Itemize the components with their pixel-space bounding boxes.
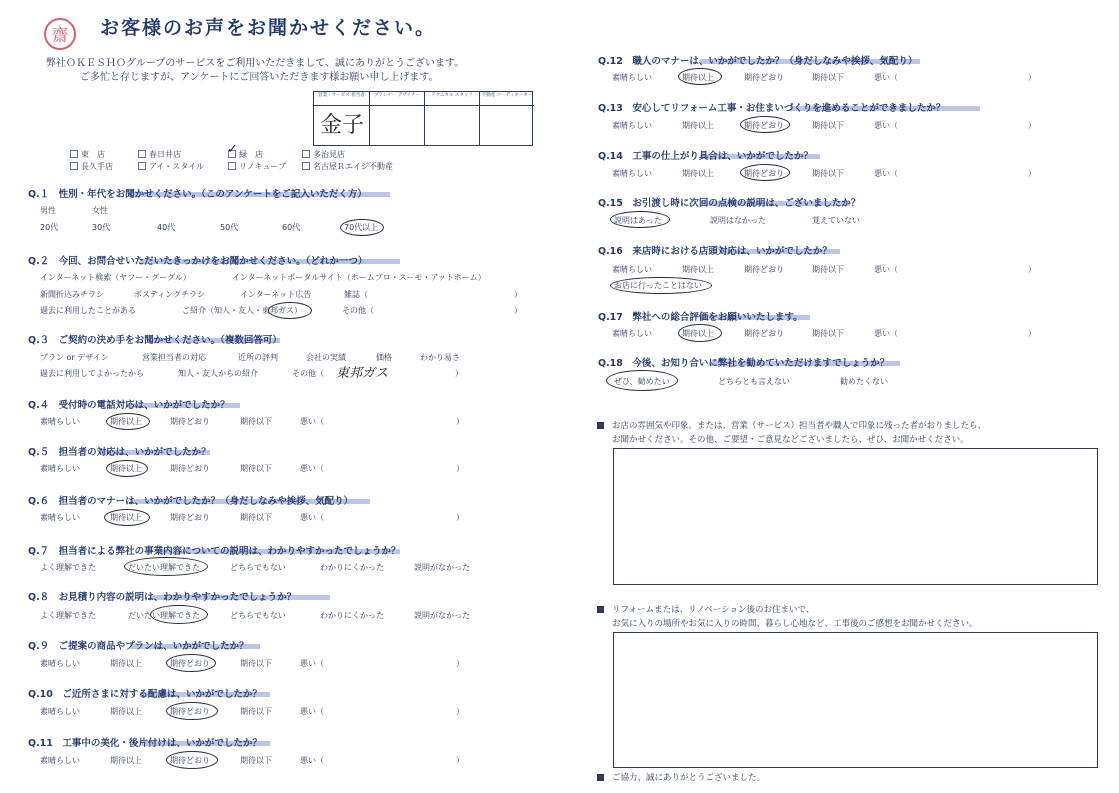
option[interactable]: 悪い（: [300, 659, 324, 668]
paren-close: ）: [456, 417, 464, 426]
option[interactable]: 40代: [157, 223, 176, 232]
option[interactable]: 期待以下: [812, 329, 844, 338]
paren-close: ）: [456, 707, 464, 716]
option[interactable]: ご紹介（知人・友人・東邦ガス）: [182, 306, 302, 315]
option[interactable]: 期待以下: [240, 659, 272, 668]
staff-handwriting: 金子: [320, 113, 365, 138]
option-selected[interactable]: お店に行ったことはない: [614, 281, 702, 290]
seal-stamp: 齋: [44, 18, 76, 50]
option-selected[interactable]: 期待以上: [110, 464, 142, 473]
question-title: Q.１ 性別・年代をお聞かせください。（このアンケートをご記入いただく方）: [28, 189, 367, 200]
question-title: Q.17 弊社への総合評価をお願いいたします。: [598, 312, 803, 323]
store-label: 長久手店: [81, 162, 113, 171]
option[interactable]: 素晴らしい: [612, 169, 652, 178]
comment-prompt-2b: お気に入りの場所やお気に入りの時間、暮らし心地など、工事後のご感想をお聞かせください。: [612, 619, 978, 629]
option[interactable]: 雑誌（: [344, 290, 368, 299]
option[interactable]: 過去に利用したことがある: [40, 306, 136, 315]
option[interactable]: 期待どおり: [744, 329, 784, 338]
option[interactable]: 悪い（: [874, 169, 898, 178]
selection-circle: [740, 116, 790, 133]
option-selected[interactable]: 期待以上: [682, 73, 714, 82]
selection-circle: [124, 557, 208, 576]
option-selected[interactable]: 期待以上: [110, 417, 142, 426]
selection-circle: [678, 324, 722, 342]
option[interactable]: 期待どおり: [170, 417, 210, 426]
option[interactable]: 素晴らしい: [40, 659, 80, 668]
option[interactable]: わかりにくかった: [320, 611, 384, 620]
store-label: 名古屋Ｒエイジ不動産: [313, 162, 393, 171]
option[interactable]: 期待どおり: [744, 73, 784, 82]
option[interactable]: 期待以上: [110, 659, 142, 668]
question-title: Q.10 ご近所さまに対する配慮は、いかがでしたか？: [28, 689, 262, 700]
selection-circle: [106, 413, 150, 430]
option[interactable]: 期待以上: [682, 169, 714, 178]
staff-col-realestate[interactable]: [479, 92, 534, 145]
option[interactable]: その他（: [292, 369, 324, 378]
option[interactable]: 素晴らしい: [612, 265, 652, 274]
option[interactable]: 30代: [92, 223, 111, 232]
option-selected[interactable]: だいたい理解できた: [128, 611, 200, 620]
question-title: Q.15 お引渡し時に次回の点検の説明は、ございましたか？: [598, 198, 861, 209]
option[interactable]: 過去に利用してよかったから: [40, 369, 144, 378]
question-title: Q.５ 担当者の対応は、いかがでしたか？: [28, 447, 211, 458]
option[interactable]: 女性: [92, 206, 108, 215]
staff-header: プランナー デザイナー: [370, 92, 424, 106]
store-label: アイ・スタイル: [149, 162, 205, 171]
store-label: リノキューブ: [239, 162, 286, 171]
option[interactable]: 素晴らしい: [40, 756, 80, 765]
store-option[interactable]: [70, 149, 105, 160]
option[interactable]: 知人・友人からの紹介: [178, 369, 258, 378]
selection-circle: [268, 302, 312, 319]
question-title: Q.13 安心してリフォーム工事・お住まいづくりを進めることができましたか？: [598, 103, 946, 114]
store-label: 多治見店: [313, 150, 345, 159]
option[interactable]: よく理解できた: [40, 563, 96, 572]
question-title: Q.16 来店時における店頭対応は、いかがでしたか？: [598, 246, 832, 257]
question-title: Q.２ 今回、お問合せいただいたきっかけをお聞かせください。（どれか一つ）: [28, 256, 368, 267]
option[interactable]: 説明がなかった: [414, 563, 470, 572]
option[interactable]: インターネット広告: [240, 290, 312, 299]
intro-line-2: ご多忙と存じますが、アンケートにご回答いただきます様お願い申し上げます。: [80, 72, 439, 83]
selection-circle: [606, 370, 678, 391]
paren-close: ）: [1028, 329, 1036, 338]
option-selected[interactable]: だいたい理解できた: [128, 563, 200, 572]
option[interactable]: 素晴らしい: [40, 513, 80, 522]
checkbox[interactable]: [70, 162, 78, 170]
paren-close: ）: [456, 513, 464, 522]
paren-close: ）: [1028, 169, 1036, 178]
paren-close: ）: [455, 369, 463, 378]
option-selected[interactable]: 期待以上: [110, 513, 142, 522]
option-selected[interactable]: ぜひ、勧めたい: [614, 377, 670, 386]
bullet-square-icon: [597, 422, 604, 429]
option[interactable]: 期待以下: [240, 756, 272, 765]
closing-text: ご協力、誠にありがとうございました。: [597, 771, 765, 783]
bullet-square-icon: [597, 774, 604, 781]
selection-circle: [740, 164, 790, 181]
comment-prompt-1b: お聞かせください。その他、ご要望・ご意見などございましたら、ぜひ、お聞かせください。: [612, 435, 969, 445]
store-option[interactable]: [70, 161, 113, 172]
bullet-square-icon: [597, 606, 604, 613]
option[interactable]: どちらでもない: [230, 611, 286, 620]
option[interactable]: わかりにくかった: [320, 563, 384, 572]
option[interactable]: 営業担当者の対応: [142, 353, 206, 362]
store-label: 春日井店: [149, 150, 181, 159]
option[interactable]: 期待以上: [682, 265, 714, 274]
option[interactable]: 素晴らしい: [40, 417, 80, 426]
selection-circle: [166, 654, 216, 672]
selection-circle: [150, 605, 208, 624]
selection-circle: [340, 219, 384, 236]
paren-close: ）: [456, 659, 464, 668]
intro-line-1: 弊社ＯＫＥＳＨＯグループのサービスをご利用いただきまして、誠にありがとうございます。: [46, 58, 465, 69]
option[interactable]: ポスティングチラシ: [134, 290, 206, 299]
handwritten-answer: 東邦ガス: [336, 366, 389, 381]
option[interactable]: わかり易さ: [420, 353, 460, 362]
checkbox[interactable]: [70, 150, 78, 158]
option[interactable]: 素晴らしい: [40, 707, 80, 716]
store-option[interactable]: [228, 161, 286, 172]
question-title: Q.７ 担当者による弊社の事業内容についての説明は、わかりやすかったでしょうか？: [28, 546, 401, 557]
option[interactable]: 悪い（: [300, 513, 324, 522]
question-title: Q.３ ご契約の決め手をお聞かせください。（複数回答可）: [28, 335, 282, 346]
option-selected[interactable]: 期待どおり: [170, 756, 210, 765]
selection-circle: [166, 702, 218, 720]
paren-close: ）: [514, 306, 522, 315]
staff-col-technical[interactable]: [424, 92, 479, 145]
option-selected[interactable]: 期待以上: [682, 329, 714, 338]
question-title: Q.９ ご提案の商品やプランは、いかがでしたか？: [28, 641, 249, 652]
option[interactable]: 説明がなかった: [414, 611, 470, 620]
option[interactable]: プラン or デザイン: [40, 353, 109, 362]
option[interactable]: 悪い（: [874, 121, 898, 130]
option[interactable]: インターネット検索（ヤフー・グーグル）: [40, 273, 191, 282]
option[interactable]: 期待以下: [812, 73, 844, 82]
selection-circle: [166, 751, 218, 769]
staff-col-sales[interactable]: [314, 92, 369, 145]
option-selected[interactable]: 期待どおり: [744, 121, 784, 130]
staff-header: テクニカル スタッフ: [425, 92, 479, 106]
option[interactable]: どちらとも言えない: [718, 377, 790, 386]
option[interactable]: 期待以下: [240, 464, 272, 473]
option[interactable]: 期待どおり: [170, 513, 210, 522]
option[interactable]: 勧めたくない: [840, 377, 888, 386]
comment-box-1[interactable]: [613, 448, 1098, 585]
checkbox[interactable]: [138, 150, 146, 158]
store-label: 緑 店: [239, 150, 263, 159]
option[interactable]: 期待以上: [682, 121, 714, 130]
paren-close: ）: [1028, 265, 1036, 274]
option[interactable]: 悪い（: [300, 464, 324, 473]
option[interactable]: 20代: [40, 223, 59, 232]
option-selected[interactable]: 期待どおり: [170, 659, 210, 668]
option[interactable]: 素晴らしい: [612, 329, 652, 338]
checkbox[interactable]: [138, 162, 146, 170]
option[interactable]: 価格: [376, 353, 392, 362]
option[interactable]: 期待以下: [812, 169, 844, 178]
option[interactable]: 期待以下: [240, 707, 272, 716]
option[interactable]: 素晴らしい: [612, 73, 652, 82]
question-title: Q.６ 担当者のマナーは、いかがでしたか？（身だしなみや挨拶、気配り）: [28, 496, 354, 507]
paren-close: ）: [456, 756, 464, 765]
page-title: お客様のお声をお聞かせください。: [100, 17, 437, 39]
paren-close: ）: [514, 290, 522, 299]
comment-prompt-2: リフォームまたは、リノベーション後のお住まいで、: [597, 603, 814, 615]
option[interactable]: 新聞折込みチラシ: [40, 290, 104, 299]
checkbox[interactable]: [302, 150, 310, 158]
option-selected[interactable]: 期待どおり: [170, 707, 210, 716]
option[interactable]: よく理解できた: [40, 611, 96, 620]
option[interactable]: 近所の評判: [238, 353, 278, 362]
question-title: Q.18 今後、お知り合いに弊社を勧めていただけますでしょうか？: [598, 358, 890, 369]
staff-header: 不動産 コーディネーター: [480, 92, 534, 106]
checkbox[interactable]: [228, 162, 236, 170]
staff-col-planner[interactable]: [369, 92, 424, 145]
question-title: Q.４ 受付時の電話対応は、いかがでしたか？: [28, 400, 230, 411]
option[interactable]: インターネットポータルサイト（ホームプロ・スーモ・アットホーム）: [232, 273, 486, 282]
option[interactable]: 期待以上: [110, 707, 142, 716]
question-title: Q.14 工事の仕上がり具合は、いかがでしたか？: [598, 151, 813, 162]
paren-close: ）: [1028, 73, 1036, 82]
selection-circle: [610, 277, 712, 294]
option[interactable]: 覚えていない: [812, 216, 860, 225]
option[interactable]: 説明はなかった: [710, 216, 766, 225]
option[interactable]: 悪い（: [874, 329, 898, 338]
check-mark: ✓: [227, 142, 238, 157]
paren-close: ）: [1028, 121, 1036, 130]
staff-table: [313, 91, 533, 146]
option[interactable]: 期待以下: [240, 417, 272, 426]
question-title: Q.８ お見積り内容の説明は、わかりやすかったでしょうか？: [28, 592, 297, 603]
option[interactable]: その他（: [342, 306, 374, 315]
option[interactable]: 男性: [40, 206, 56, 215]
option[interactable]: 悪い（: [300, 756, 324, 765]
selection-circle: [106, 460, 148, 477]
store-option[interactable]: [138, 161, 204, 172]
option-selected[interactable]: 説明はあった: [614, 216, 662, 225]
option[interactable]: 50代: [220, 223, 239, 232]
option[interactable]: 60代: [282, 223, 301, 232]
option[interactable]: 素晴らしい: [40, 464, 80, 473]
option[interactable]: 期待以下: [812, 121, 844, 130]
option[interactable]: 期待以下: [240, 513, 272, 522]
option[interactable]: 会社の実績: [306, 353, 346, 362]
option-selected[interactable]: 70代以上: [344, 223, 379, 232]
option[interactable]: 期待以下: [812, 265, 844, 274]
option-selected[interactable]: 期待どおり: [744, 169, 784, 178]
question-title: Q.11 工事中の美化・後片付けは、いかがでしたか？: [28, 738, 262, 749]
store-option[interactable]: [302, 161, 393, 172]
paren-close: ）: [456, 464, 464, 473]
selection-circle: [610, 211, 670, 228]
comment-box-2[interactable]: [613, 632, 1098, 768]
selection-circle: [104, 509, 150, 526]
option[interactable]: 期待以上: [110, 756, 142, 765]
staff-header: 営業・サービス 担当者: [314, 92, 369, 106]
option[interactable]: 悪い（: [874, 265, 898, 274]
option[interactable]: 期待どおり: [744, 265, 784, 274]
question-title: Q.12 職人のマナーは、いかがでしたか？（身だしなみや挨拶、気配り）: [598, 56, 918, 67]
store-label: 東 店: [81, 150, 105, 159]
option[interactable]: どちらでもない: [230, 563, 286, 572]
option[interactable]: 悪い（: [300, 707, 324, 716]
option[interactable]: 悪い（: [874, 73, 898, 82]
option[interactable]: 悪い（: [300, 417, 324, 426]
store-option[interactable]: [302, 149, 345, 160]
checkbox[interactable]: [302, 162, 310, 170]
store-option[interactable]: [138, 149, 181, 160]
option[interactable]: 期待どおり: [170, 464, 210, 473]
comment-prompt-1: お店の雰囲気や印象。または、営業（サービス）担当者や職人で印象に残った者がおりましたら、: [597, 419, 986, 431]
selection-circle: [678, 68, 722, 85]
option[interactable]: 素晴らしい: [612, 121, 652, 130]
